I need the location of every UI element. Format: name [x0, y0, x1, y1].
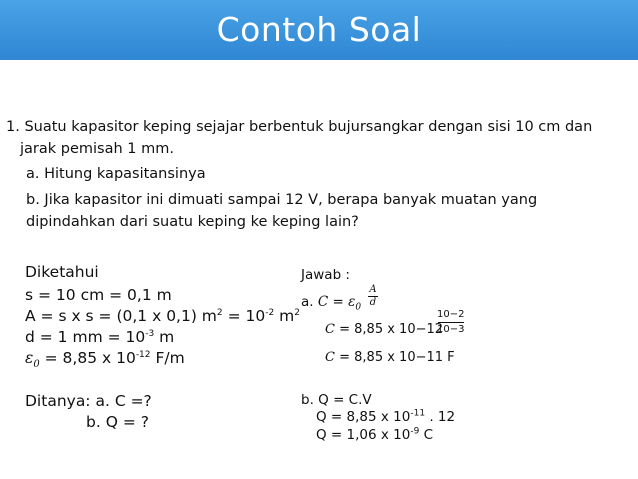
problem-part-b-line-2: dipindahkan dari suatu keping ke keping lain?: [26, 214, 359, 230]
page-title: Contoh Soal: [216, 10, 422, 49]
answer-a-fraction: A d: [369, 284, 377, 308]
problem-part-a: a. Hitung kapasitansinya: [26, 166, 206, 182]
answer-b-formula: b. Q = C.V: [301, 392, 372, 408]
problem-part-b-line-1: b. Jika kapasitor ini dimuati sampai 12 V, berapa banyak muatan yang: [26, 192, 538, 208]
answer-b-result: Q = 1,06 x $10^{-9}$ C: [316, 426, 434, 443]
answer-heading: Jawab :: [301, 267, 350, 283]
known-area: A = s x s = (0,1 x 0,1) $m^2 = 10^{-2}$ $m^2$: [25, 307, 300, 325]
asked-line-2: b. Q = ?: [86, 413, 149, 431]
asked-line-1: Ditanya: a. C =?: [25, 392, 152, 410]
known-distance: d = 1 mm = $10^{-3}$ m: [25, 328, 175, 346]
answer-a-substitution: C = 8,85 x 10−12: [325, 322, 444, 337]
known-side: s = 10 cm = 0,1 m: [25, 286, 172, 304]
answer-a-substitution-fraction: 10−2 10−3: [437, 309, 465, 335]
problem-line-1: 1. Suatu kapasitor keping sejajar berbentuk bujursangkar dengan sisi 10 cm dan: [6, 119, 593, 135]
answer-a-formula: a. $C = \varepsilon_0$: [301, 294, 362, 313]
known-permittivity: $\varepsilon_0 = 8,85$ x $10^{-12}$ F/m: [25, 349, 185, 371]
answer-a-result: C = 8,85 x 10−11 F: [325, 350, 455, 365]
known-heading: Diketahui: [25, 263, 99, 281]
answer-b-substitution: Q = 8,85 x $10^{-11}$ . 12: [316, 408, 456, 425]
problem-line-2: jarak pemisah 1 mm.: [20, 141, 174, 157]
